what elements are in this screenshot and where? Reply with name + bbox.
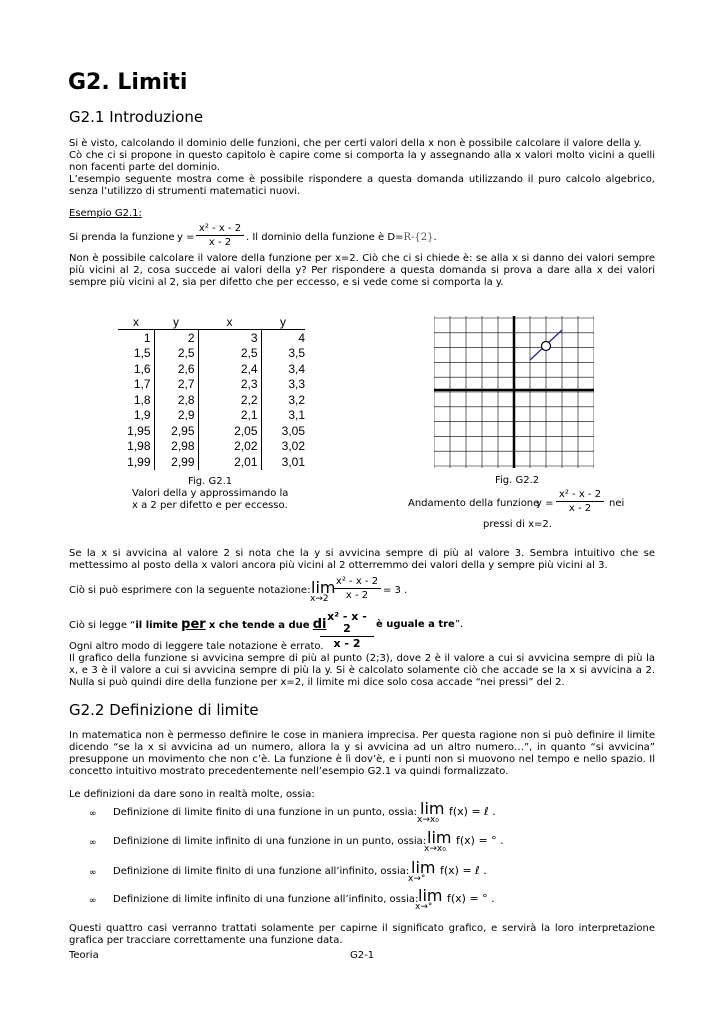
paragraph-2: Cò che ci si propone in questo capitolo è capire come si comporta la y assegnando alla x valori molto vicini a quelli non facenti parte del dominio.	[69, 150, 655, 173]
definition-rhs: f(x) = ℓ .	[449, 805, 496, 818]
fraction-numerator: x² - x - 2	[198, 223, 242, 234]
example-label: Esempio G2.1:	[69, 208, 142, 219]
table-cell-x: 2,05	[198, 423, 261, 439]
table-header-x: x	[118, 315, 154, 330]
values-table	[118, 315, 305, 470]
fig1-label: Fig. G2.1	[188, 476, 233, 487]
bullet-icon: ∞	[89, 838, 97, 848]
definition-text: Definizione di limite finito di una funzione all’infinito, ossia:	[113, 866, 410, 877]
page-title: G2. Limiti	[68, 70, 188, 95]
table-cell-x: 1	[118, 330, 154, 346]
fig2-y-equals: y =	[536, 498, 554, 509]
lim-symbol: lim	[411, 858, 436, 877]
bullet-icon: ∞	[89, 809, 97, 819]
notation-numerator: x² - x - 2	[335, 576, 379, 587]
table-cell-x: 2,4	[198, 361, 261, 377]
lim-subscript: x→2	[310, 594, 329, 604]
table-cell-y: 3,1	[288, 408, 305, 423]
fig2-fraction	[556, 489, 604, 514]
table-cell-x: 2,02	[198, 439, 261, 455]
table-cell-y: 4	[298, 330, 305, 345]
reading-per: per	[181, 617, 206, 632]
table-cell-y: 2,7	[154, 377, 198, 393]
lim-symbol: lim	[311, 578, 336, 597]
table-row	[118, 361, 305, 377]
notation-denominator: x - 2	[345, 590, 369, 601]
table-cell-y: 3,4	[288, 361, 305, 376]
reading-bold-2: x che tende a due	[208, 620, 310, 631]
table-cell-y: 3,01	[281, 454, 305, 469]
table-cell-x: 1,99	[118, 454, 154, 470]
table-row	[118, 346, 305, 362]
definition-rhs: f(x) = ° .	[447, 892, 495, 905]
table-row	[118, 408, 305, 424]
fraction-denominator: x - 2	[208, 237, 232, 248]
table-cell-y: 2,98	[154, 439, 198, 455]
table-row	[118, 423, 305, 439]
fig2-numerator: x² - x - 2	[558, 489, 602, 500]
lim-subscript: x→°	[408, 874, 426, 884]
notation-fraction	[333, 576, 381, 601]
table-cell-y: 2,9	[154, 408, 198, 424]
table-row	[118, 377, 305, 393]
fig1-caption-line2: x a 2 per difetto e per eccesso.	[132, 500, 288, 511]
table-cell-y: 2,6	[154, 361, 198, 377]
table-cell-x: 2,3	[198, 377, 261, 393]
table-cell-x: 1,9	[118, 408, 154, 424]
bullet-icon: ∞	[89, 896, 97, 906]
y-equals: y =	[177, 232, 195, 243]
section-heading-definizione: G2.2 Definizione di limite	[69, 701, 259, 719]
table-cell-y: 3,5	[288, 346, 305, 361]
table-cell-y: 3,2	[288, 392, 305, 407]
lim-subscript: x→x₀	[424, 844, 446, 854]
definition-text: Definizione di limite finito di una funzione in un punto, ossia:	[113, 807, 418, 818]
observation-paragraph: Se la x si avvicina al valore 2 si nota che la y si avvicina sempre di più al valore 3. Sembra intuitivo che se mettessimo al posto della x valori ancora più vicini al 2 otterremmo dei valori della y sempre più vicini al 3.	[69, 548, 655, 571]
table-cell-x: 1,98	[118, 439, 154, 455]
paragraph-3: L’esempio seguente mostra come è possibile rispondere a questa domanda utilizzando il puro calcolo algebrico, senza l’utilizzo di strumenti matematici nuovi.	[69, 174, 655, 197]
reading-denominator: x - 2	[333, 637, 361, 650]
table-cell-x: 2,01	[198, 454, 261, 470]
footer-left: Teoria	[69, 950, 99, 961]
bullet-icon: ∞	[89, 868, 97, 878]
hole-point	[542, 342, 551, 351]
conclusion-paragraph: Questi quattro casi verranno trattati solamente per capirne il significato grafico, e servirà la loro interpretazione grafica per tracciare correttamente una funzione data.	[69, 923, 655, 946]
table-cell-y: 2,8	[154, 392, 198, 408]
fig2-label: Fig. G2.2	[495, 475, 540, 486]
notation-result: = 3 .	[383, 585, 408, 596]
fig2-denominator: x - 2	[568, 503, 592, 514]
reading-end	[376, 619, 463, 631]
table-cell-y: 2,95	[154, 423, 198, 439]
fig2-caption-line2: pressi di x=2.	[483, 519, 552, 530]
function-intro: Si prenda la funzione	[69, 232, 175, 243]
definition-text: Definizione di limite infinito di una funzione in un punto, ossia:	[113, 836, 427, 847]
table-cell-x: 1,6	[118, 361, 154, 377]
function-graph	[434, 316, 594, 468]
table-cell-x: 1,95	[118, 423, 154, 439]
table-row	[118, 439, 305, 455]
domain-set: R-{2}	[403, 232, 434, 243]
domain-end: .	[433, 232, 437, 243]
table-cell-y: 3,3	[288, 377, 305, 392]
definitions-intro: Le definizioni da dare sono in realtà molte, ossia:	[69, 789, 315, 800]
lim-symbol: lim	[418, 886, 443, 905]
table-header-y: y	[261, 315, 305, 330]
table-cell-x: 2,2	[198, 392, 261, 408]
lim-subscript: x→°	[415, 902, 433, 912]
intro-paragraph	[69, 138, 655, 198]
domain-text	[246, 232, 437, 244]
domain-statement: . Il dominio della funzione è D=	[246, 232, 404, 243]
definition-text: Definizione di limite infinito di una funzione all’infinito, ossia:	[113, 894, 419, 905]
fig2-caption-post: nei	[609, 498, 625, 509]
paragraph-6: Ogni altro modo di leggere tale notazione è errato.	[69, 641, 324, 652]
table-header-row	[118, 315, 305, 330]
table-cell-y: 3,02	[281, 439, 305, 454]
reading-di: di	[312, 617, 327, 632]
table-cell-x: 2,1	[198, 408, 261, 424]
reading-suffix: ”.	[454, 619, 464, 630]
fig1-caption-line1: Valori della y approssimando la	[132, 488, 289, 499]
fig2-caption-pre: Andamento della funzione	[408, 498, 540, 509]
lim-symbol: lim	[420, 799, 445, 818]
table-body	[118, 330, 305, 470]
definition-rhs: f(x) = ° .	[456, 834, 504, 847]
lim-subscript: x→x₀	[417, 815, 439, 825]
table-row	[118, 454, 305, 470]
lim-symbol: lim	[427, 828, 452, 847]
reading-bold-1: il limite	[135, 620, 178, 631]
reading-numerator: x² - x - 2	[327, 610, 367, 635]
question-paragraph: Non è possibile calcolare il valore della funzione per x=2. Ciò che ci si chiede è: se alla x si danno dei valori sempre più vicini al 2, cosa succede ai valori della y? Per rispondere a questa domanda si prova a dare alla x dei valori sempre più vicini al 2, sia per difetto che per eccesso, e si vede come si comporta la y.	[69, 253, 655, 288]
function-fraction	[196, 223, 244, 248]
table-cell-x: 3	[198, 330, 261, 346]
table-cell-x: 1,7	[118, 377, 154, 393]
table-cell-y: 2,99	[154, 454, 198, 470]
table-cell-y: 3,05	[281, 423, 305, 438]
paragraph-1: Si è visto, calcolando il dominio delle funzioni, che per certi valori della x non è possibile calcolare il valore della y.	[69, 138, 642, 149]
table-cell-x: 1,5	[118, 346, 154, 362]
paragraph-7: Il grafico della funzione si avvicina sempre di più al punto (2;3), dove 2 è il valore a cui si avvicina sempre di più la x, e 3 è il valore a cui si avvicina sempre di più la y. Si è calcolato solamente ciò che accade se la x si avvicina a 2. Nulla si può quindi dire della funzione per x=2, il limite mi dice solo cosa accade “nei pressi” del 2.	[69, 653, 655, 688]
footer-page-number: G2-1	[350, 950, 375, 961]
table-cell-x: 1,8	[118, 392, 154, 408]
table-header-y: y	[154, 315, 198, 330]
table-cell-y: 2,5	[154, 346, 198, 362]
reading-prefix: Ciò si legge “	[69, 620, 136, 631]
definition-rhs: f(x) = ℓ .	[440, 864, 487, 877]
table-cell-x: 2,5	[198, 346, 261, 362]
definition-paragraph: In matematica non è permesso definire le cose in maniera imprecisa. Per questa ragione non si può definire il limite dicendo “se la x si avvicina ad un numero, allora la y si avvicina ad un altro numero…”, in quanto “si avvicina” presuppone un movimento che non c’è. La funzione è lì dov’è, e i punti non si muovono nel tempo e nello spazio. Il concetto intuitivo mostrato precedentemente nell’esempio G2.1 va quindi formalizzato.	[69, 730, 655, 777]
reading-bold-3: è uguale a tre	[376, 619, 455, 630]
notation-intro: Ciò si può esprimere con la seguente notazione:	[69, 585, 311, 596]
table-row	[118, 330, 305, 346]
table-cell-y: 2	[154, 330, 198, 346]
closing-paragraphs	[69, 641, 655, 689]
table-header-x: x	[198, 315, 261, 330]
reading-line	[69, 619, 327, 632]
table-row	[118, 392, 305, 408]
section-heading-introduzione: G2.1 Introduzione	[69, 108, 204, 126]
